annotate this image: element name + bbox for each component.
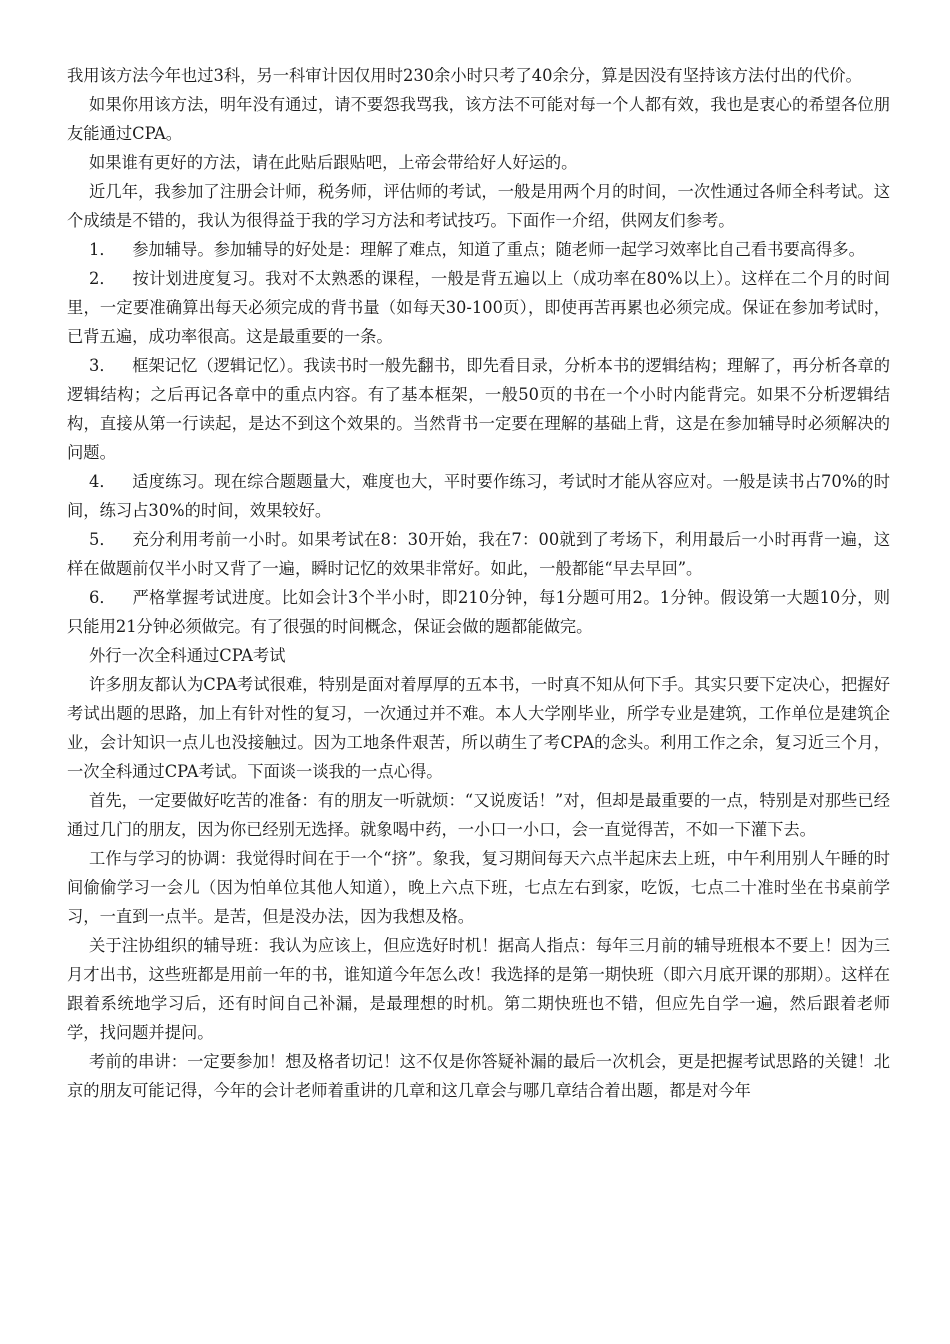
paragraph-text: 首先，一定要做好吃苦的准备：有的朋友一听就烦：“又说废话！”对，但却是最重要的一点，特别是对那些已经通过几门的朋友，因为你已经别无选择。就象喝中药，一小口一小口，会一直觉得苦，不如一下灌下去。 [67,791,890,839]
paragraph-text: 工作与学习的协调：我觉得时间在于一个“挤”。象我，复习期间每天六点半起床去上班，中午利用别人午睡的时间偷偷学习一会儿（因为怕单位其他人知道），晚上六点下班，七点左右到家，吃饭，七点二十准时坐在书桌前学习，一直到一点半。是苦，但是没办法，因为我想及格。 [67,849,890,926]
list-number: 2． [89,269,116,288]
list-number: 1． [89,240,116,259]
paragraph-text: 按计划进度复习。我对不太熟悉的课程，一般是背五遍以上（成功率在80%以上）。这样在二个月的时间里，一定要准确算出每天必须完成的背书量（如每天30-100页），即使再苦再累也必须完成。保证在参加考试时，已背五遍，成功率很高。这是最重要的一条。 [67,269,890,346]
numbered-paragraph [67,583,890,641]
paragraph-text: 如果谁有更好的方法，请在此贴后跟贴吧，上帝会带给好人好运的。 [89,153,578,172]
paragraph [67,148,890,177]
paragraph-text: 关于注协组织的辅导班：我认为应该上，但应选好时机！据高人指点：每年三月前的辅导班根本不要上！因为三月才出书，这些班都是用前一年的书，谁知道今年怎么改！我选择的是第一期快班（即六月底开课的那期）。这样在跟着系统地学习后，还有时间自己补漏，是最理想的时机。第二期快班也不错，但应先自学一遍，然后跟着老师学，找问题并提问。 [67,936,890,1042]
numbered-paragraph [67,467,890,525]
numbered-paragraph [67,264,890,351]
paragraph [67,931,890,1047]
numbered-paragraph [67,235,890,264]
paragraph-text: 近几年，我参加了注册会计师，税务师，评估师的考试，一般是用两个月的时间，一次性通过各师全科考试。这个成绩是不错的，我认为很得益于我的学习方法和考试技巧。下面作一介绍，供网友们参考。 [67,182,890,230]
paragraph [67,177,890,235]
numbered-paragraph [67,525,890,583]
paragraph-text: 框架记忆（逻辑记忆）。我读书时一般先翻书，即先看目录，分析本书的逻辑结构；理解了，再分析各章的逻辑结构；之后再记各章中的重点内容。有了基本框架，一般50页的书在一个小时内能背完。如果不分析逻辑结构，直接从第一行读起，是达不到这个效果的。当然背书一定要在理解的基础上背，这是在参加辅导时必须解决的问题。 [67,356,890,462]
paragraph [67,641,890,670]
paragraph-text: 外行一次全科通过CPA考试 [89,646,286,665]
paragraph [67,786,890,844]
paragraph [67,670,890,786]
paragraph [67,1047,890,1105]
paragraph-text: 适度练习。现在综合题题量大，难度也大，平时要作练习，考试时才能从容应对。一般是读书占70%的时间，练习占30%的时间，效果较好。 [67,472,890,520]
document-body [67,61,890,1105]
paragraph-text: 充分利用考前一小时。如果考试在8：30开始，我在7：00就到了考场下，利用最后一小时再背一遍，这样在做题前仅半小时又背了一遍，瞬时记忆的效果非常好。如此，一般都能“早去早回”。 [67,530,890,578]
paragraph-text: 严格掌握考试进度。比如会计3个半小时，即210分钟，每1分题可用2。1分钟。假设第一大题10分，则只能用21分钟必须做完。有了很强的时间概念，保证会做的题都能做完。 [67,588,890,636]
paragraph-text: 许多朋友都认为CPA考试很难，特别是面对着厚厚的五本书，一时真不知从何下手。其实只要下定决心，把握好考试出题的思路，加上有针对性的复习，一次通过并不难。本人大学刚毕业，所学专业是建筑，工作单位是建筑企业，会计知识一点儿也没接触过。因为工地条件艰苦，所以萌生了考CPA的念头。利用工作之余，复习近三个月，一次全科通过CPA考试。下面谈一谈我的一点心得。 [67,675,890,781]
paragraph [67,61,890,90]
list-number: 4． [89,472,116,491]
list-number: 5． [89,530,116,549]
paragraph [67,844,890,931]
numbered-paragraph [67,351,890,467]
list-number: 6． [89,588,116,607]
paragraph [67,90,890,148]
list-number: 3． [89,356,116,375]
paragraph-text: 考前的串讲：一定要参加！想及格者切记！这不仅是你答疑补漏的最后一次机会，更是把握考试思路的关键！北京的朋友可能记得，今年的会计老师着重讲的几章和这几章会与哪几章结合着出题，都是对今年 [67,1052,890,1100]
paragraph-text: 我用该方法今年也过3科，另一科审计因仅用时230余小时只考了40余分，算是因没有坚持该方法付出的代价。 [67,66,862,85]
paragraph-text: 如果你用该方法，明年没有通过，请不要怨我骂我，该方法不可能对每一个人都有效，我也是衷心的希望各位朋友能通过CPA。 [67,95,890,143]
paragraph-text: 参加辅导。参加辅导的好处是：理解了难点，知道了重点；随老师一起学习效率比自己看书要高得多。 [132,240,865,259]
